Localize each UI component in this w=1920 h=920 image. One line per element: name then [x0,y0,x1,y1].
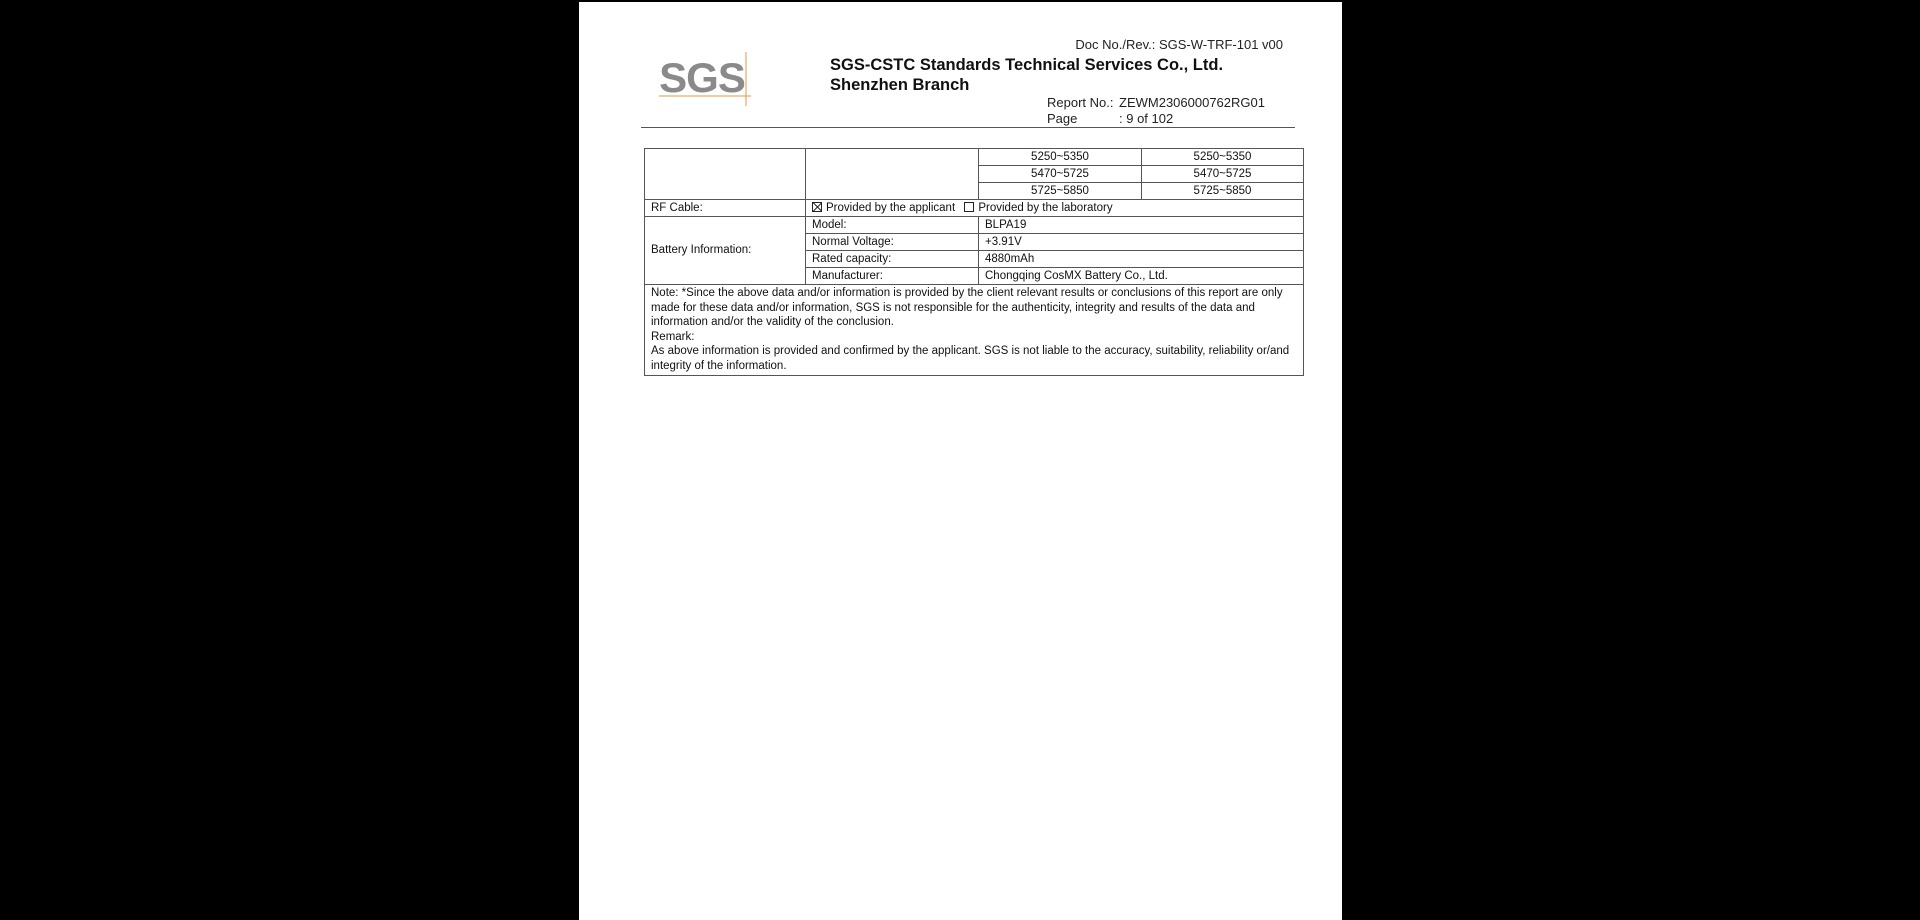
battery-field-value: 4880mAh [979,251,1304,268]
document-page [579,2,1342,920]
frequency-cell: 5250~5350 [1142,149,1304,166]
rf-cable-option-applicant: Provided by the applicant [826,201,956,214]
battery-field-value: +3.91V [979,234,1304,251]
table-row [645,149,1304,166]
battery-field-value: BLPA19 [979,217,1304,234]
blank-cell [645,149,806,200]
report-no-value: ZEWM2306000762RG01 [1119,95,1265,110]
battery-field-label: Normal Voltage: [806,234,979,251]
rf-cable-label: RF Cable: [645,200,806,217]
checked-box-icon [812,202,822,212]
battery-field-label: Manufacturer: [806,268,979,285]
logo-text: SGS [659,54,745,101]
company-line-2: Shenzhen Branch [830,76,970,94]
note-text: Note: *Since the above data and/or information is provided by the client relevant results or conclusions of this report are only made for these data and/or information, SGS is not responsible for the authenticity, integrity and results of the data and information and/or the validity of the conclusion. [651,287,1283,328]
page-value: : 9 of 102 [1119,111,1174,126]
company-name [830,55,1223,95]
rf-cable-option-laboratory: Provided by the laboratory [978,201,1113,214]
doc-number: Doc No./Rev.: SGS-W-TRF-101 v00 [1075,37,1283,52]
blank-cell [806,149,979,200]
unchecked-box-icon [964,202,974,212]
rf-cable-row [645,200,1304,217]
battery-row [645,217,1304,234]
battery-field-label: Model: [806,217,979,234]
frequency-cell: 5470~5725 [979,166,1142,183]
frequency-cell: 5725~5850 [1142,183,1304,200]
battery-label: Battery Information: [645,217,806,285]
battery-field-label: Rated capacity: [806,251,979,268]
remark-label: Remark: [651,330,695,343]
note-row [645,285,1304,376]
frequency-cell: 5250~5350 [979,149,1142,166]
header-divider [641,127,1295,128]
sgs-logo [659,48,755,106]
report-info [1047,95,1265,127]
equipment-info-table [644,148,1304,376]
battery-field-value: Chongqing CosMX Battery Co., Ltd. [979,268,1304,285]
note-cell [645,285,1304,376]
report-no-label: Report No.: [1047,95,1114,110]
remark-text: As above information is provided and confirmed by the applicant. SGS is not liable to the accuracy, suitability, reliability or/and integrity of the information. [651,345,1290,372]
page-label: Page [1047,111,1078,126]
frequency-cell: 5725~5850 [979,183,1142,200]
rf-cable-options [806,200,1304,217]
frequency-cell: 5470~5725 [1142,166,1304,183]
company-line-1: SGS-CSTC Standards Technical Services Co., Ltd. [830,56,1224,74]
